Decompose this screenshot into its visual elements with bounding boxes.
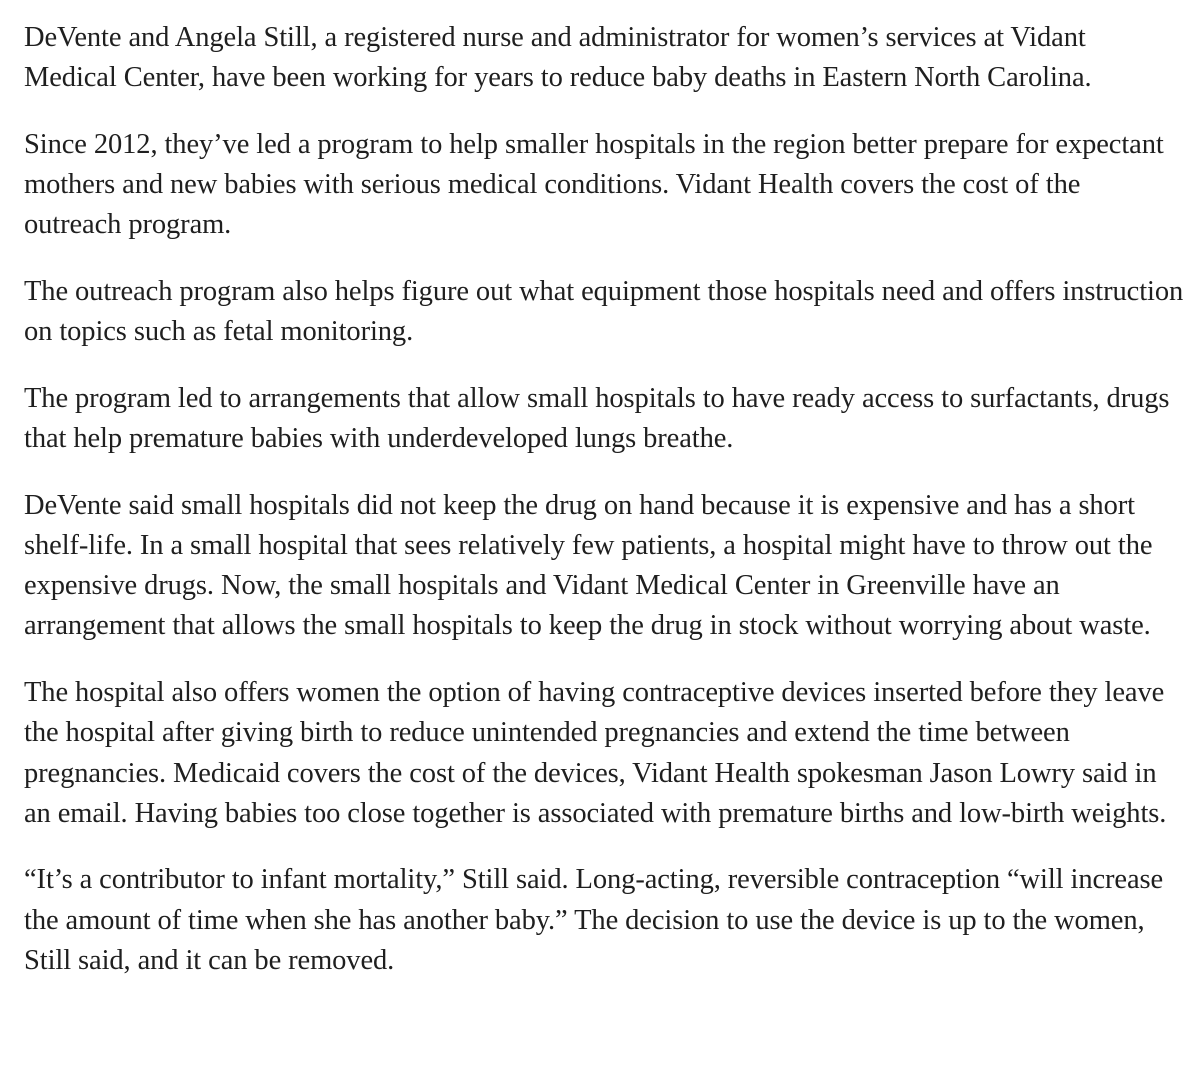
paragraph-surfactants: The program led to arrangements that allow small hospitals to have ready access to surfactants, drugs that help premature babies with underdeveloped lungs breathe. xyxy=(24,382,1170,455)
paragraph-infant-mortality-quote: “It’s a contributor to infant mortality,” Still said. Long-acting, reversible contraception “will increase the amount of time when she has another baby.” The decision to use the device is up to the women, Still said, and it can be removed. xyxy=(24,864,1164,976)
paragraph-drug-on-hand: DeVente said small hospitals did not keep the drug on hand because it is expensive and has a short shelf-life. In a small hospital that sees relatively few patients, a hospital might have to throw out the expensive drugs. Now, the small hospitals and Vidant Medical Center in Greenville have an arrangement that allows the small hospitals to keep the drug in stock without worrying about waste. xyxy=(24,489,1153,642)
article-body xyxy=(24,18,1184,981)
paragraph-contraceptive-devices: The hospital also offers women the option of having contraceptive devices inserted before they leave the hospital after giving birth to reduce unintended pregnancies and extend the time between pregnancies. Medicaid covers the cost of the devices, Vidant Health spokesman Jason Lowry said in an email. Having babies too close together is associated with premature births and low-birth weights. xyxy=(24,677,1167,829)
paragraph-outreach-equipment: The outreach program also helps figure out what equipment those hospitals need and offers instruction on topics such as fetal monitoring. xyxy=(24,276,1184,348)
paragraph-program-since-2012: Since 2012, they’ve led a program to help smaller hospitals in the region better prepare for expectant mothers and new babies with serious medical conditions. Vidant Health covers the cost of the outreach program. xyxy=(24,128,1164,241)
paragraph-devente-and-still: DeVente and Angela Still, a registered nurse and administrator for women’s services at Vidant Medical Center, have been working for years to reduce baby deaths in Eastern North Carolina. xyxy=(24,22,1092,94)
